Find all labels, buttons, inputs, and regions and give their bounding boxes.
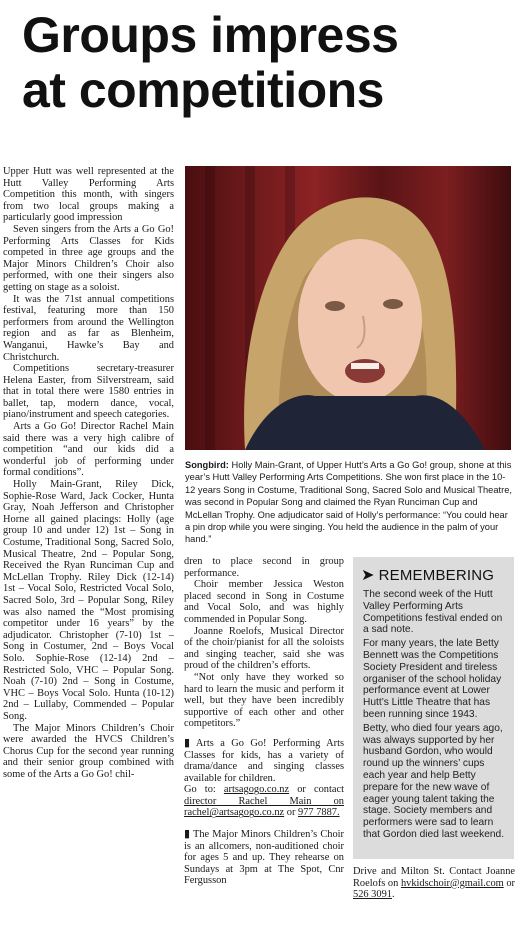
contact-text: or xyxy=(503,877,515,889)
contact-text: Go to: xyxy=(184,784,224,796)
headline xyxy=(22,8,522,118)
article-column-1 xyxy=(3,166,174,780)
caption-lead: Songbird: xyxy=(185,460,229,470)
article-paragraph: It was the 71st annual competitions festival, featuring more than 150 performers from around the Wellington region and as far as Blenheim, Wanganui, Hawke’s Bay and Christchurch. xyxy=(3,293,174,363)
sidebar-title xyxy=(361,565,514,585)
singer-illustration xyxy=(185,166,511,450)
info-text: Arts a Go Go! Performing Arts Classes for kids, has a variety of drama/dance and singing classes available for children. xyxy=(184,737,344,784)
sidebar-paragraph: Betty, who died four years ago, was always supported by her husband Gordon, who would round up the winners’ cups each year and help Betty prepare for the new wave of eager young talent taking the stage. Society members and performers were sad to learn that Gordon died last weekend. xyxy=(363,722,505,840)
photo-holly-singing xyxy=(185,166,511,450)
website-link[interactable]: artsagogo.co.nz xyxy=(223,784,290,796)
headline-line-1: Groups impress xyxy=(22,7,399,63)
arrow-icon: ➤ xyxy=(361,567,375,584)
contact-text: Drive and Milton St. Contact Joanne Roelofs on xyxy=(353,866,515,889)
phone-number: 526 3091 xyxy=(353,889,392,901)
caption-text: Holly Main-Grant, of Upper Hutt’s Arts a Go Go! group, shone at this year’s Hutt Valley Performing Arts Competitions. She won first place in the 10-12 years Song in Costume, Traditional Song, Sacred Solo and Musical Theatre, was second in Popular Song and claimed the Ryan Runciman Cup and McLellan Trophy. One adjudicator said of Holly’s performance: “You could hear a pin drop while you were singing. You held the audience in the palm of your hand.” xyxy=(185,460,512,545)
article-paragraph: Choir member Jessica Weston placed second in Song in Costume and Vocal Solo, and was highly commended in Popular Song. xyxy=(184,579,344,625)
article-column-2 xyxy=(184,556,344,887)
contact-paragraph xyxy=(184,784,344,819)
email-link[interactable]: hvkidschoir@gmail.com xyxy=(400,877,504,889)
headline-line-2: at competitions xyxy=(22,62,384,118)
article-paragraph: Holly Main-Grant, Riley Dick, Sophie-Rose Ward, Jack Cocker, Hunta Gray, Noah Jefferson and Christopher Horne all gained placings: Holly (age group 10 and under 12) 1st – Song in Costume, Traditional Song, Sacred Solo, Musical Theatre, 2nd – Popular Song, Received the Ryan Runciman Cup and McLellan Trophy. Riley Dick (12-14) 1st – Vocal Solo, Restricted Vocal Solo, Sacred Solo, 3rd – Popular Song, Riley was also named the “Most promising competitor under 16 years” by the adjudicator. Christopher (7-10) 1st – Song in Costumer, 2nd – Boys Vocal Solo. Sophie-Rose (12-14) 2nd – Restricted Solo, VHC – Popular Song. Noah (7-10) 2nd – Song in Costume, VHC – Boys Vocal Solo. Hunta (10-12) 2nd – Lullaby, Commended – Popular Song. xyxy=(3,479,174,722)
article-column-3 xyxy=(353,866,515,901)
article-paragraph: Arts a Go Go! Director Rachel Main said there was a very high calibre of competition “and our kids did a wonderful job of performing under formal conditions”. xyxy=(3,421,174,479)
sidebar-title-text: REMEMBERING xyxy=(378,567,495,584)
photo-caption xyxy=(185,459,515,546)
contact-paragraph xyxy=(353,866,515,901)
email-link[interactable]: director Rachel Main on rachel@artsagogo.co.nz xyxy=(184,795,344,819)
article-paragraph: “Not only have they worked so hard to learn the music and perform it well, but they have been incredibly supportive of each other and other competitors.” xyxy=(184,671,344,730)
remembering-sidebar xyxy=(353,557,514,859)
article-paragraph: The Major Minors Children’s Choir were awarded the HVCS Children’s Chorus Cup for the second year running and their senior group combined with some of the Arts a Go Go! chil- xyxy=(3,722,174,780)
article-paragraph: Upper Hutt was well represented at the Hutt Valley Performing Arts Competition this month, with singers from two local groups making a particularly good impression xyxy=(3,166,174,224)
sidebar-paragraph: For many years, the late Betty Bennett was the Competitions Society President and tireless organiser of the school holiday performance event at Lower Hutt’s Little Theatre that has been running since 1943. xyxy=(363,638,502,720)
square-bullet-icon: ▮ xyxy=(184,828,191,841)
contact-text: . xyxy=(391,889,395,901)
contact-text: or contact xyxy=(289,784,344,796)
info-paragraph-arts-a-go-go xyxy=(184,738,344,784)
phone-number: 977 7887. xyxy=(298,807,340,819)
article-paragraph: Competitions secretary-treasurer Helena Easter, from Silverstream, said that in total there were 1580 entries in ballet, tap, modern dance, vocal, piano/instrument and speech categories. xyxy=(3,363,174,421)
info-paragraph-major-minors xyxy=(184,829,344,887)
article-paragraph: Seven singers from the Arts a Go Go! Performing Arts Classes for Kids competed in three age groups and the Major Minors Children’s Choir also performed, with one their singers also getting on stage as a soloist. xyxy=(3,223,174,293)
contact-text: or xyxy=(284,807,299,819)
info-text: The Major Minors Children’s Choir is an allcomers, non-auditioned choir for ages 5 and up. They rehearse on Sundays at 3pm at The Spot, Cnr Fergusson xyxy=(184,829,344,887)
article-paragraph: Joanne Roelofs, Musical Director of the choir/pianist for all the soloists and singing teacher, said she was proud of the children’s efforts. xyxy=(184,625,344,672)
sidebar-paragraph: The second week of the Hutt Valley Performing Arts Competitions festival ended on a sad note. xyxy=(363,589,503,636)
article-paragraph: dren to place second in group performance. xyxy=(184,556,344,579)
square-bullet-icon: ▮ xyxy=(184,736,191,749)
